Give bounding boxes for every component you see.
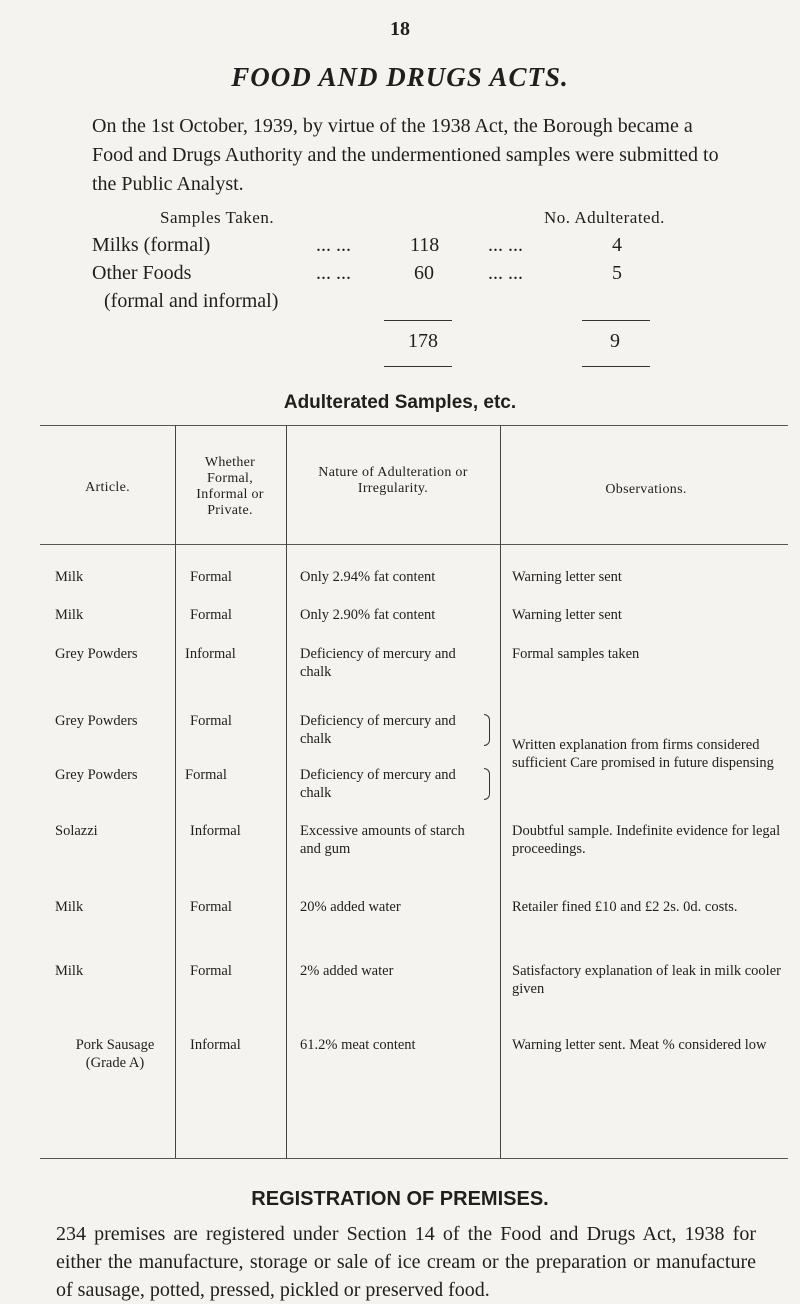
table-cell-nature: Deficiency of mercury and chalk [300, 767, 456, 801]
intro-paragraph: On the 1st October, 1939, by virtue of the 1938 Act, the Borough became a Food and Drugs Authority and the undermentioned samples were submitted to the Public Analyst. [92, 115, 719, 195]
table-cell-article: Grey Powders [55, 713, 138, 729]
table-cell-article: Solazzi [55, 823, 98, 839]
table-cell-observations: Satisfactory explanation of leak in milk cooler given [512, 963, 781, 997]
grouping-brace [484, 768, 490, 800]
table-column-rule [175, 425, 176, 1158]
summary-row-dots: ... ... [488, 234, 523, 256]
header-article: Article. [85, 480, 130, 495]
table-cell-whether: Formal [185, 767, 227, 783]
summary-total-taken: 178 [408, 330, 438, 352]
table-cell-observations: Warning letter sent [512, 569, 622, 585]
page-title: FOOD AND DRUGS ACTS. [231, 62, 569, 92]
summary-header-adulterated: No. Adulterated. [544, 208, 665, 227]
summary-total-adulterated: 9 [610, 330, 620, 352]
table-cell-observations: Warning letter sent. Meat % considered low [512, 1037, 767, 1053]
table-cell-article: Grey Powders [55, 646, 138, 662]
summary-row-label: Milks (formal) [92, 234, 211, 256]
page-number: 18 [390, 18, 410, 40]
table-cell-article: Milk [55, 963, 84, 979]
table-cell-whether: Formal [190, 899, 232, 915]
table-cell-nature: Only 2.94% fat content [300, 569, 436, 585]
summary-row-adulterated: 5 [612, 262, 622, 284]
table-cell-article: Milk [55, 607, 84, 623]
table-cell-nature: Excessive amounts of starch and gum [300, 823, 465, 857]
table-cell-observations: Retailer fined £10 and £2 2s. 0d. costs. [512, 899, 738, 915]
table-header-rule [40, 544, 788, 545]
table-cell-whether: Formal [190, 713, 232, 729]
summary-row-adulterated: 4 [612, 234, 622, 256]
table-cell-article: Grey Powders [55, 767, 138, 783]
summary-row-taken: 118 [410, 234, 440, 256]
header-observations: Observations. [605, 482, 687, 497]
summary-row-label: Other Foods [92, 262, 192, 284]
table-cell-nature: Deficiency of mercury and chalk [300, 646, 456, 680]
table-cell-observations: Warning letter sent [512, 607, 622, 623]
table-cell-nature: 2% added water [300, 963, 394, 979]
table-column-rule [500, 425, 501, 1158]
registration-text: 234 premises are registered under Section 14 of the Food and Drugs Act, 1938 for either the manufacture, storage or sale of ice cream or the preparation or manufacture of sausage, potted, pressed, pickled or preserved food. [56, 1223, 756, 1301]
summary-row-taken: 60 [414, 262, 434, 284]
table-cell-nature: 61.2% meat content [300, 1037, 416, 1053]
grouping-brace [484, 714, 490, 746]
table-cell-nature: Only 2.90% fat content [300, 607, 436, 623]
table-cell-article: Milk [55, 899, 84, 915]
table-cell-article: Pork Sausage (Grade A) [75, 1037, 155, 1071]
table-cell-whether: Formal [190, 607, 232, 623]
table-cell-observations: Doubtful sample. Indefinite evidence for legal proceedings. [512, 823, 781, 857]
table-cell-whether: Informal [185, 646, 236, 662]
table-top-rule [40, 425, 788, 426]
table-cell-whether: Formal [190, 963, 232, 979]
table-cell-article: Milk [55, 569, 84, 585]
table-cell-nature: Deficiency of mercury and chalk [300, 713, 456, 747]
table-cell-whether: Informal [190, 823, 241, 839]
table-column-rule [286, 425, 287, 1158]
section-heading: Adulterated Samples, etc. [283, 392, 517, 413]
header-nature: Nature of Adulteration or Irregularity. [318, 465, 468, 496]
summary-row-dots: ... ... [488, 262, 523, 284]
summary-row-dots: ... ... [316, 234, 351, 256]
table-bottom-rule [40, 1158, 788, 1159]
registration-title: REGISTRATION OF PREMISES. [251, 1188, 549, 1210]
summary-row-label: (formal and informal) [104, 290, 279, 312]
table-cell-whether: Informal [190, 1037, 241, 1053]
table-cell-nature: 20% added water [300, 899, 401, 915]
header-whether: Whether Formal, Informal or Private. [196, 455, 264, 518]
summary-header-taken: Samples Taken. [160, 208, 275, 227]
table-cell-merged-observation: Written explanation from firms considered sufficient Care promised in future dispensing [512, 737, 774, 771]
summary-row-dots: ... ... [316, 262, 351, 284]
table-cell-whether: Formal [190, 569, 232, 585]
table-cell-observations: Formal samples taken [512, 646, 640, 662]
